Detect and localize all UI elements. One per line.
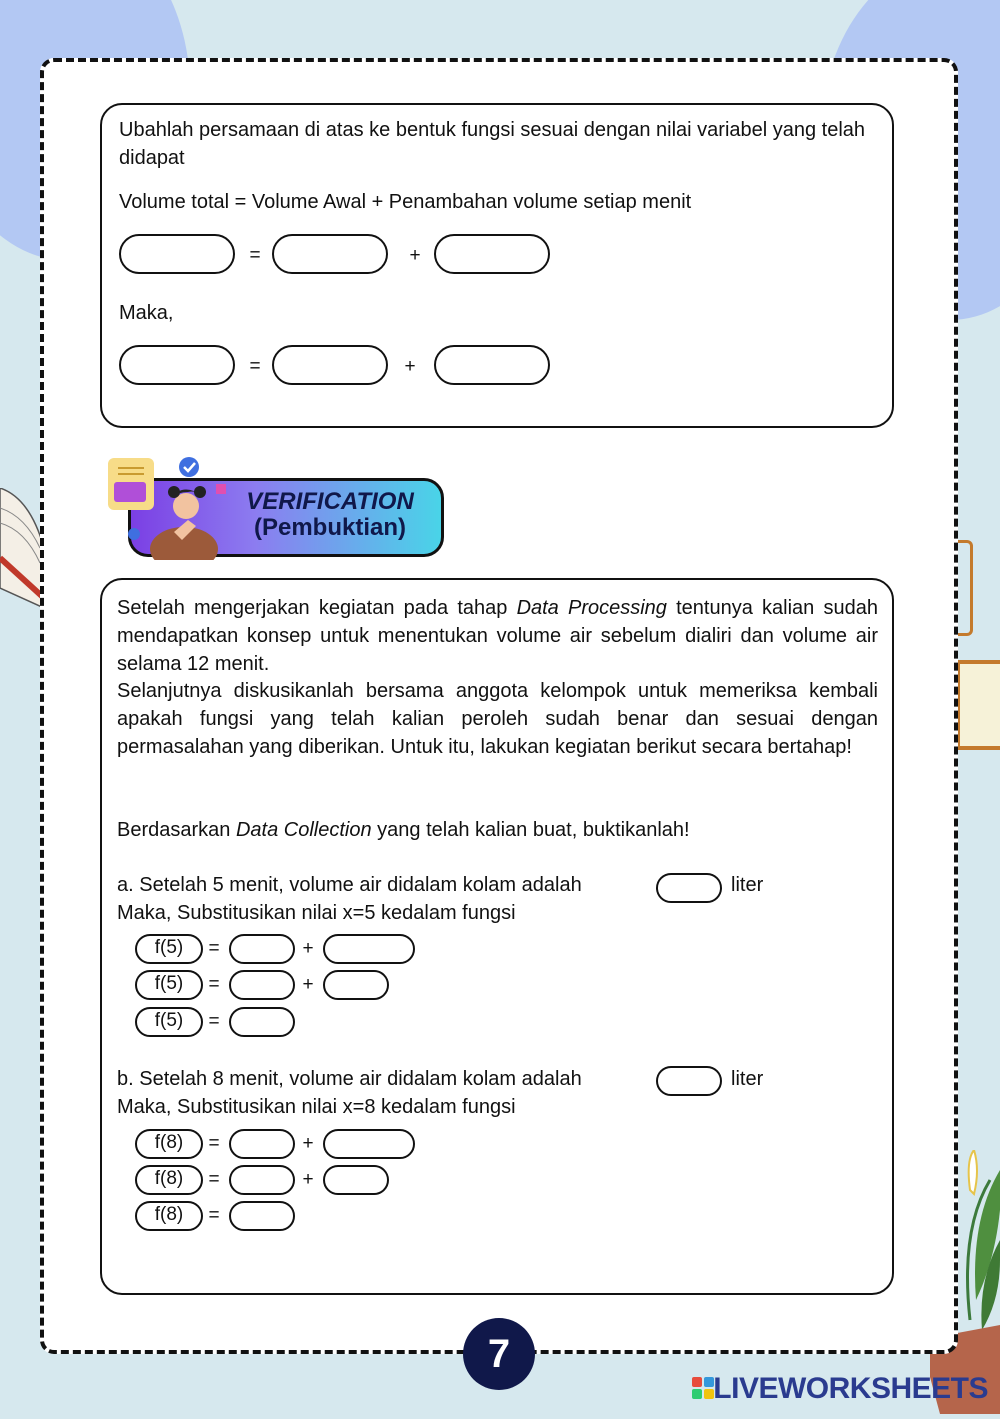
answer-box-function-rate[interactable] (434, 345, 550, 385)
plus-sign: + (302, 938, 314, 959)
answer-box-volume-b[interactable] (656, 1066, 722, 1096)
answer-box-b2-product[interactable] (323, 1165, 389, 1195)
equals-sign: = (208, 1205, 220, 1226)
data-collection-term: Data Collection (235, 819, 372, 841)
intro-text-after: tentunya kalian sudah mendapatkan konsep untuk menentukan volume air sebelum dialiri dan volume air selama 12 menit. (117, 597, 878, 675)
verification-intro (117, 594, 878, 678)
equals-sign: = (208, 1169, 220, 1190)
equals-sign: = (208, 1011, 220, 1032)
answer-box-b2-constant[interactable] (229, 1165, 295, 1195)
plus-sign: + (409, 245, 421, 266)
verification-prompt (117, 816, 878, 844)
answer-box-function-lhs[interactable] (119, 345, 235, 385)
answer-box-a3-result[interactable] (229, 1007, 295, 1037)
page-number: 7 (463, 1318, 535, 1390)
answer-box-a1-term[interactable] (323, 934, 415, 964)
f8-label: f(8) (135, 1165, 203, 1195)
volume-formula: Volume total = Volume Awal + Penambahan volume setiap menit (119, 191, 692, 213)
answer-box-function-constant[interactable] (272, 345, 388, 385)
answer-box-a1-constant[interactable] (229, 934, 295, 964)
f5-label: f(5) (135, 970, 203, 1000)
question-b-text: b. Setelah 8 menit, volume air didalam kolam adalah (117, 1068, 582, 1090)
equals-sign: = (249, 245, 261, 266)
answer-box-volume-a[interactable] (656, 873, 722, 903)
answer-box-a2-constant[interactable] (229, 970, 295, 1000)
answer-box-initial-volume[interactable] (272, 234, 388, 274)
verification-instructions: Selanjutnya diskusikanlah bersama anggota kelompok untuk memeriksa kembali apakah fungsi yang telah kalian peroleh sudah benar dan sesuai dengan permasalahan yang diberikan. Untuk itu, lakukan kegiatan berikut secara bertahap! (117, 680, 878, 758)
function-instruction: Ubahlah persamaan di atas ke bentuk fungsi sesuai dengan nilai variabel yang telah didapat (119, 119, 866, 169)
answer-box-total-volume[interactable] (119, 234, 235, 274)
frame-decoration (956, 540, 973, 636)
equals-sign: = (249, 356, 261, 377)
equals-sign: = (208, 1133, 220, 1154)
question-a-text: a. Setelah 5 menit, volume air didalam kolam adalah (117, 874, 582, 896)
equals-sign: = (208, 974, 220, 995)
answer-box-added-volume[interactable] (434, 234, 550, 274)
f8-label: f(8) (135, 1129, 203, 1159)
answer-box-b1-constant[interactable] (229, 1129, 295, 1159)
prompt-text-after: yang telah kalian buat, buktikanlah! (371, 819, 690, 841)
maka-label: Maka, (119, 302, 174, 324)
plus-sign: + (404, 356, 416, 377)
plus-sign: + (302, 1169, 314, 1190)
liveworksheets-logo-icon (692, 1377, 714, 1399)
question-b-substitute: Maka, Substitusikan nilai x=8 kedalam fungsi (117, 1096, 516, 1118)
verification-title: VERIFICATION (246, 488, 414, 515)
verification-subtitle: (Pembuktian) (253, 514, 406, 541)
question-b-unit: liter (731, 1068, 764, 1090)
equals-sign: = (208, 938, 220, 959)
answer-box-b1-term[interactable] (323, 1129, 415, 1159)
question-a-unit: liter (731, 874, 764, 896)
student-illustration (104, 454, 234, 560)
liveworksheets-logo: LIVEWORKSHEETS (713, 1372, 988, 1405)
f8-label: f(8) (135, 1201, 203, 1231)
book-decoration (0, 488, 44, 608)
note-card-decoration (956, 660, 1000, 750)
intro-text-before: Setelah mengerjakan kegiatan pada tahap (117, 597, 517, 619)
question-a-substitute: Maka, Substitusikan nilai x=5 kedalam fungsi (117, 902, 516, 924)
f5-label: f(5) (135, 1007, 203, 1037)
answer-box-a2-product[interactable] (323, 970, 389, 1000)
prompt-text-before: Berdasarkan (117, 819, 236, 841)
plus-sign: + (302, 1133, 314, 1154)
plus-sign: + (302, 974, 314, 995)
data-processing-term: Data Processing (516, 597, 667, 619)
f5-label: f(5) (135, 934, 203, 964)
answer-box-b3-result[interactable] (229, 1201, 295, 1231)
